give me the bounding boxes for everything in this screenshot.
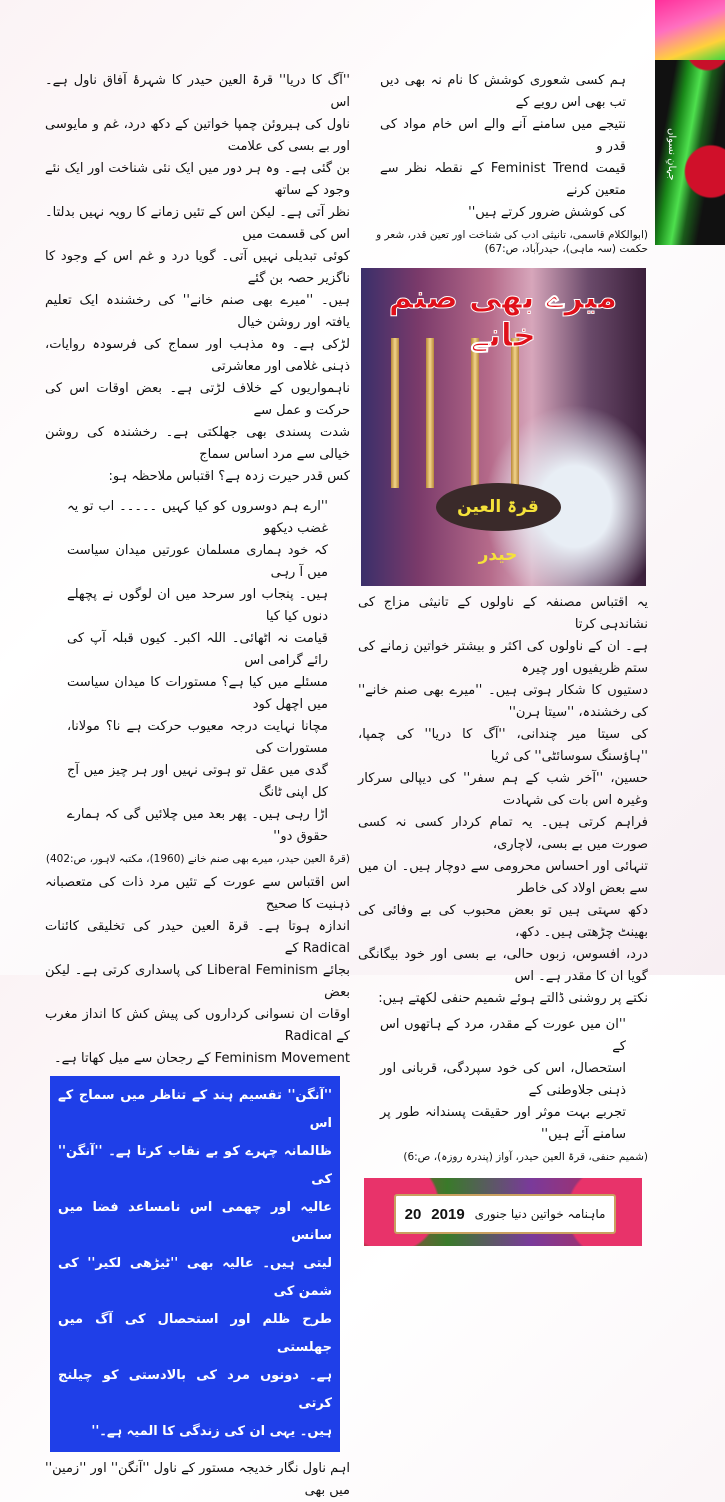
book-cover-image xyxy=(361,268,646,586)
text-line: لیتی ہیں۔ عالیہ بھی ''ٹیڑھی لکیر'' کی شمن کی xyxy=(58,1256,332,1299)
left-quote xyxy=(45,496,350,848)
text-line: ہے۔ ان کے ناولوں کی اکثر و بیشتر خواتین زمانے کی ستم ظریفیوں اور چیرہ xyxy=(358,639,648,676)
right-column xyxy=(358,70,648,1246)
text-line: ناول کی ہیروئن چمپا خواتین کے دکھ درد، غم و مایوسی اور بے بسی کی علامت xyxy=(45,117,350,154)
text-line: کس قدر حیرت زدہ ہے؟ اقتباس ملاحظہ ہو: xyxy=(108,469,350,484)
text-line: نتیجے میں سامنے آنے والے اس خام مواد کی قدر و xyxy=(380,117,626,154)
right-quote xyxy=(358,1014,648,1146)
text-line: ہے۔ دونوں مرد کی بالادستی کو چیلنج کرتی xyxy=(58,1368,332,1411)
left-column xyxy=(45,70,350,1502)
text-line: نظر آتی ہے۔ لیکن اس کے تئیں زمانے کا رویہ نہیں بدلتا۔ اس کی قسمت میں xyxy=(45,205,350,242)
book-title: میرے بھی صنم خانے xyxy=(388,278,618,354)
text-line: لڑکی ہے۔ وہ مذہب اور سماج کی فرسودہ روایات، ذہنی غلامی اور معاشرتی xyxy=(45,337,350,374)
right-top-citation: (ابوالکلام قاسمی، تانیثی ادب کی شناخت اور تعین قدر، شعر و حکمت (سہ ماہی)، حیدرآباد، ص:67) xyxy=(376,229,648,255)
right-paragraph xyxy=(358,592,648,1010)
text-line: ہم کسی شعوری کوشش کا نام نہ بھی دیں تب بھی اس رویے کے xyxy=(380,73,626,110)
text-line: مچانا نہایت درجہ معیوب حرکت ہے نا؟ مولانا، مستورات کی xyxy=(67,719,328,756)
text-line: ظالمانہ چہرے کو بے نقاب کرتا ہے۔ ''آنگن'' کی xyxy=(58,1144,332,1187)
right-top-quote xyxy=(358,70,648,224)
text-line: دکھ سہتی ہیں تو بعض محبوب کی بے وفائی کی بھینٹ چڑھتی ہیں۔ دکھ، xyxy=(358,903,648,940)
text-line: استحصال، اس کی خود سپردگی، قربانی اور ذہنی جلاوطنی کے xyxy=(380,1061,626,1098)
text-line: عالیہ اور چھمی اس نامساعد فضا میں سانس xyxy=(58,1200,332,1243)
text-line: نکتے پر روشنی ڈالتے ہوئے شمیم حنفی لکھتے ہیں: xyxy=(378,991,648,1006)
text-line: کی کوشش ضرور کرتے ہیں'' xyxy=(468,205,626,220)
text-line: ''ارے ہم دوسروں کو کیا کہیں ۔۔۔۔۔ اب تو یہ غضب دیکھو xyxy=(67,499,328,536)
text-line: قیمت Feminist Trend کے نقطہ نظر سے متعین کرنے xyxy=(380,161,626,198)
left-quote-citation: (قرۃ العین حیدر، میرے بھی صنم خانے (1960)، مکتبہ لاہور، ص:402) xyxy=(45,853,350,865)
text-line: درد، افسوس، زبوں حالی، بے بسی اور خود بیگانگی گویا ان کا مقدر ہے۔ اس xyxy=(358,947,648,984)
text-line: کی سیتا میر چندانی، ''آگ کا دریا'' کی چمپا، ''ہاؤسنگ سوسائٹی'' کی ثریا xyxy=(358,727,648,764)
text-line: طرح ظلم اور استحصال کی آگ میں جھلستی xyxy=(58,1312,332,1355)
text-line: تجربے بہت موثر اور حقیقت پسندانہ طور پر سامنے آئے ہیں'' xyxy=(380,1105,626,1142)
left-last-line xyxy=(45,1458,350,1502)
text-line: حسین، ''آخر شب کے ہم سفر'' کی دیپالی سرکار وغیرہ اس بات کی شہادت xyxy=(358,771,648,808)
page-number: 20 xyxy=(404,1205,422,1223)
text-line: کوئی تبدیلی نہیں آتی۔ گویا درد و غم اس کے وجود کا ناگزیر حصہ بن گئے xyxy=(45,249,350,286)
text-line: شدت پسندی بھی جھلکتی ہے۔ رخشندہ کی روشن خیالی سے مرد اساس سماج xyxy=(45,425,350,462)
text-line: اڑا رہی ہیں۔ پھر بعد میں چلائیں گی کہ ہمارے حقوق دو'' xyxy=(67,807,328,844)
year: 2019 xyxy=(431,1205,465,1223)
text-line: اہم ناول نگار خدیجہ مستور کے ناول ''آنگن'' اور ''زمین'' میں بھی xyxy=(45,1461,350,1498)
text-line: اندازہ ہوتا ہے۔ قرۃ العین حیدر کی تخلیقی کائنات Radical کے xyxy=(45,919,350,956)
text-line: قیامت نہ اٹھائی۔ اللہ اکبر۔ کیوں قبلہ آپ کی رائے گرامی اس xyxy=(67,631,328,668)
text-line: ہیں۔ ''میرے بھی صنم خانے'' کی رخشندہ ایک تعلیم یافتہ اور روشن خیال xyxy=(45,293,350,330)
footer-banner xyxy=(364,1178,642,1246)
text-line: یہ اقتباس مصنفہ کے ناولوں کے تانیثی مزاج کی نشاندہی کرتا xyxy=(358,595,648,632)
text-line: گدی میں عقل تو ہوتی نہیں اور ہر چیز میں آج کل اپنی ٹانگ xyxy=(67,763,328,800)
side-decoration xyxy=(655,0,725,245)
book-author: قرۃ العین حیدر xyxy=(436,483,561,531)
text-line: کہ خود ہماری مسلمان عورتیں میدان سیاست میں آ رہی xyxy=(67,543,328,580)
text-line: اس اقتباس سے عورت کے تئیں مرد ذات کی متعصبانہ ذہنیت کا صحیح xyxy=(45,875,350,912)
text-line: ناہمواریوں کے خلاف لڑتی ہے۔ بعض اوقات اس کی حرکت و عمل سے xyxy=(45,381,350,418)
footer-info xyxy=(394,1194,616,1234)
text-line: اوقات ان نسوانی کرداروں کی پیش کش کا انداز مغرب کے Radical xyxy=(45,1007,350,1044)
right-quote-citation: (شمیم حنفی، قرۃ العین حیدر، آواز (پندرہ روزہ)، ص:6) xyxy=(403,1151,648,1163)
text-line: بجائے Liberal Feminism کی پاسداری کرتی ہے۔ لیکن بعض xyxy=(45,963,350,1000)
text-line: مسئلے میں کیا ہے؟ مستورات کا میدان سیاست میں اچھل کود xyxy=(67,675,328,712)
text-line: ''ان میں عورت کے مقدر، مرد کے ہاتھوں اس کے xyxy=(380,1017,626,1054)
left-paragraph-1 xyxy=(45,70,350,488)
text-line: تنہائی اور احساس محرومی سے دوچار ہیں۔ ان میں سے بعض اولاد کی خاطر xyxy=(358,859,648,896)
text-line: Feminism Movement کے رجحان سے میل کھاتا ہے۔ xyxy=(54,1051,350,1066)
magazine-name: ماہنامہ خواتین دنیا جنوری xyxy=(474,1207,606,1221)
text-line: ''آنگن'' تقسیم ہند کے تناظر میں سماج کے اس xyxy=(58,1088,332,1131)
section-label: جہانِ نسواں xyxy=(666,128,677,181)
left-paragraph-2 xyxy=(45,872,350,1070)
text-line: ''آگ کا دریا'' قرۃ العین حیدر کا شہرۂ آفاق ناول ہے۔ اس xyxy=(45,73,350,110)
text-line: دستیوں کا شکار ہوتی ہیں۔ ''میرے بھی صنم خانے'' کی رخشندہ، ''سیتا ہرن'' xyxy=(358,683,648,720)
text-line: بن گئی ہے۔ وہ ہر دور میں ایک نئی شناخت اور ایک نئے وجود کے ساتھ xyxy=(45,161,350,198)
side-gradient xyxy=(655,0,725,60)
text-line: ہیں۔ پنجاب اور سرحد میں ان لوگوں نے پچھلے دنوں کیا کیا xyxy=(67,587,328,624)
text-line: فراہم کرتی ہیں۔ یہ تمام کردار کسی نہ کسی صورت میں بے بسی، لاچاری، xyxy=(358,815,648,852)
highlight-box xyxy=(50,1076,340,1452)
text-line: ہیں۔ یہی ان کی زندگی کا المیہ ہے۔'' xyxy=(91,1424,332,1439)
